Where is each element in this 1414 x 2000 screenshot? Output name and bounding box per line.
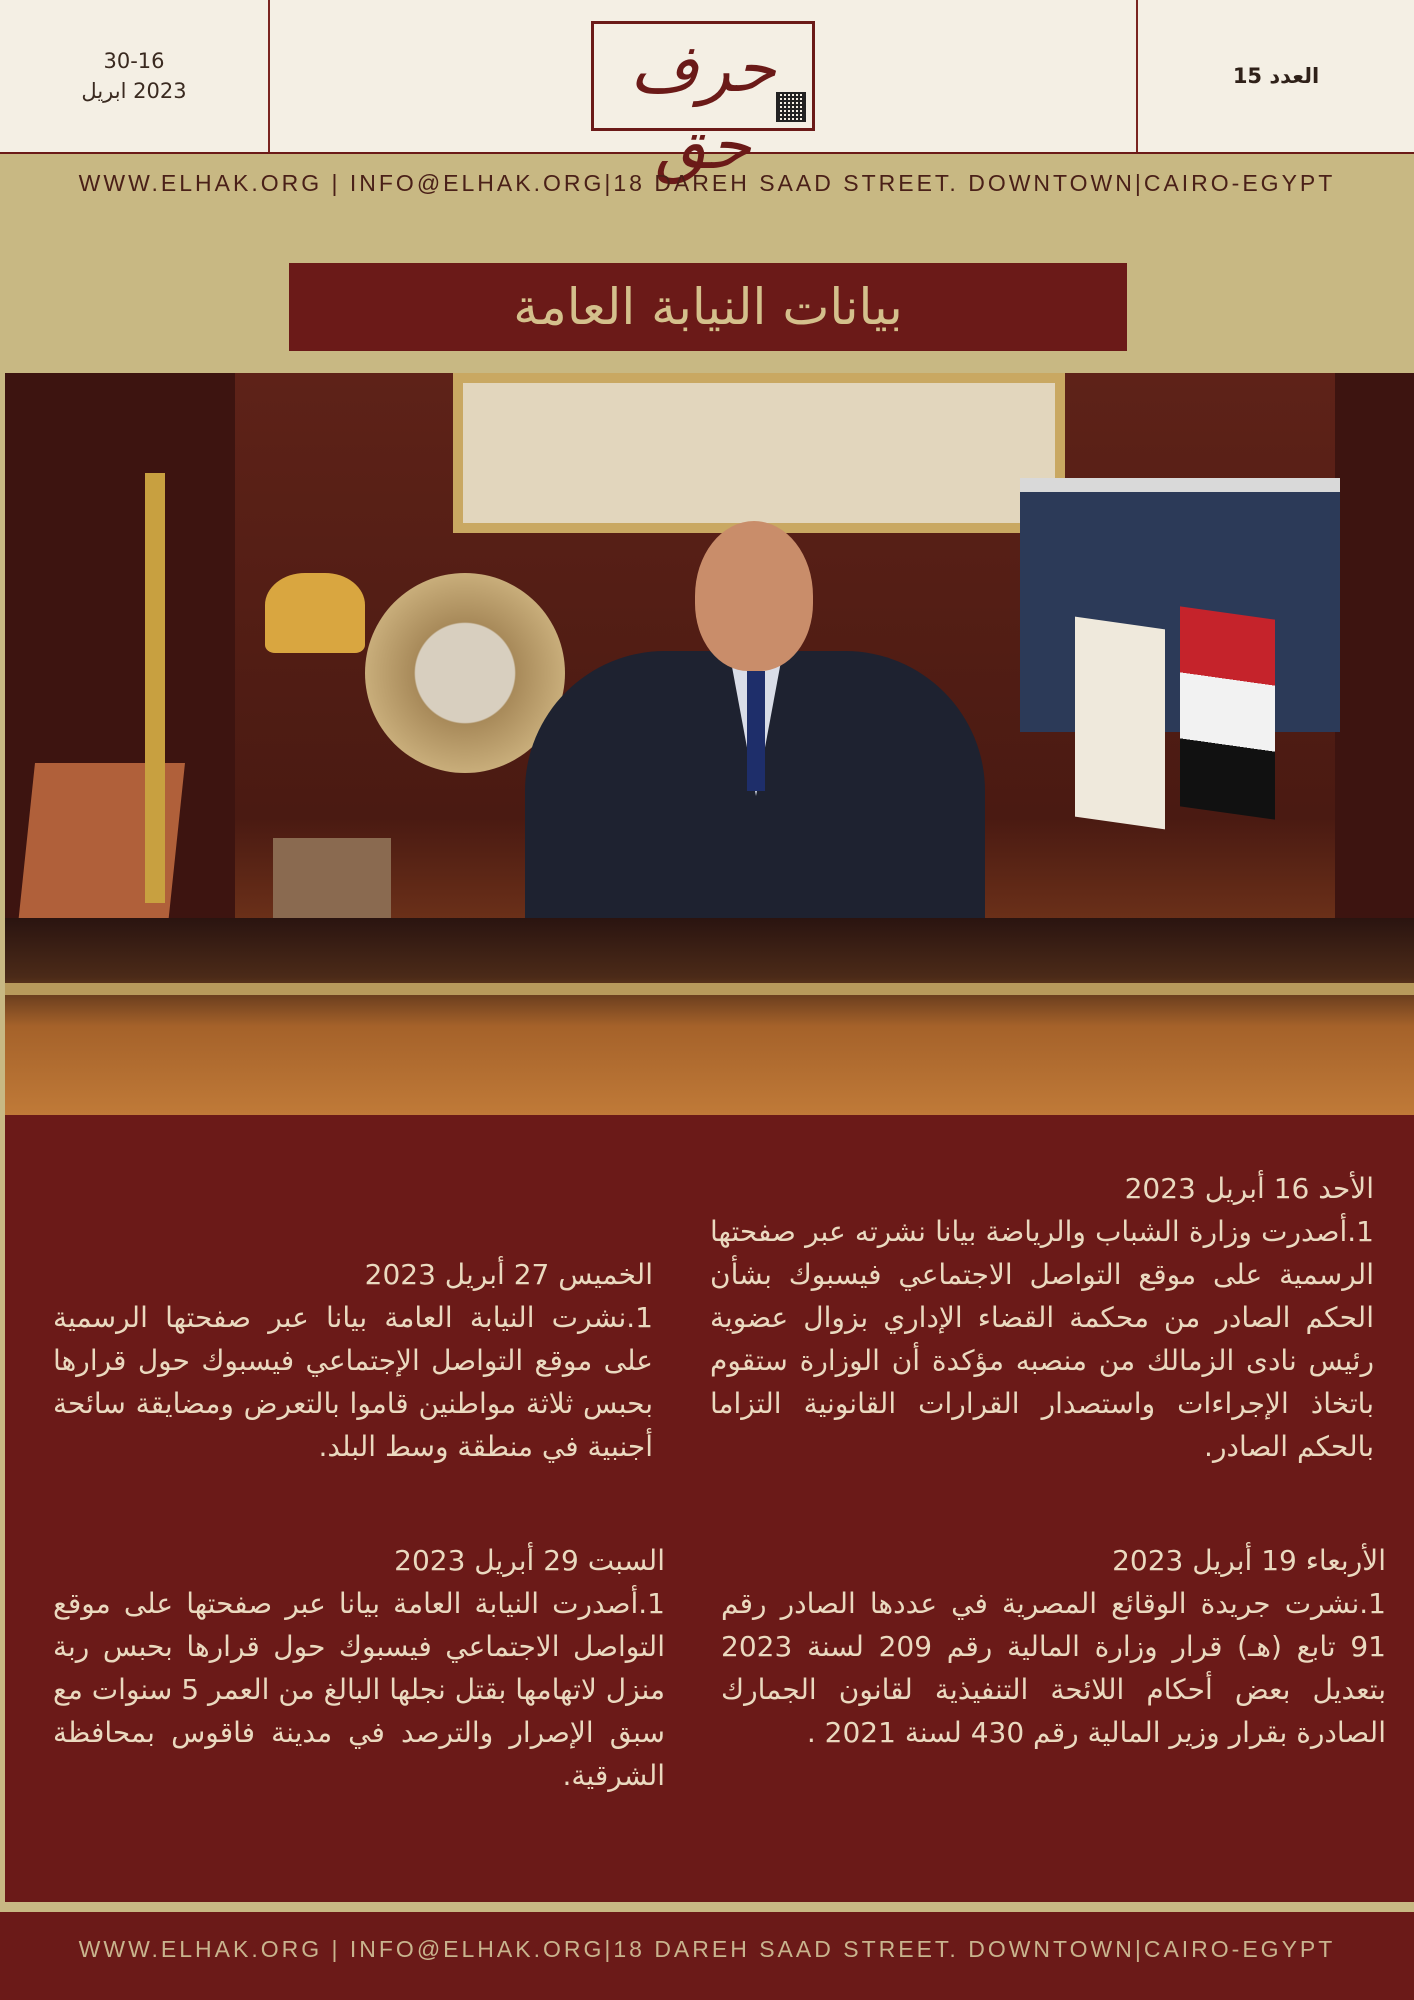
desk — [5, 918, 1414, 1115]
article — [53, 1253, 653, 1468]
article-date: الأربعاء 19 أبريل 2023 — [1112, 1544, 1386, 1577]
egypt-flag — [1180, 606, 1275, 819]
lamp-shade — [265, 573, 365, 653]
contact-line-top: WWW.ELHAK.ORG | INFO@ELHAK.ORG|18 DAREH SAAD STREET. DOWNTOWN|CAIRO-EGYPT — [78, 170, 1336, 196]
logo-text: حرف حق — [630, 30, 776, 184]
article-date: السبت 29 أبريل 2023 — [394, 1544, 665, 1577]
article-body: 1.أصدرت وزارة الشباب والرياضة بيانا نشرته عبر صفحتها الرسمية على موقع التواصل الاجتماعي فيسبوك بشأن الحكم الصادر من محكمة القضاء الإداري بزوال عضوية رئيس نادى الزمالك من منصبه مؤكدة أن الوزارة ستقوم باتخاذ الإجراءات واستصدار القرارات القانونية التزاما بالحكم الصادر. — [710, 1215, 1374, 1463]
logo-area — [270, 0, 1138, 184]
white-flag — [1075, 617, 1165, 830]
issue-number: العدد 15 — [1232, 64, 1320, 88]
person-head — [695, 521, 813, 671]
article-body: 1.نشرت النيابة العامة بيانا عبر صفحتها الرسمية على موقع التواصل الإجتماعي فيسبوك حول قرارها بحبس ثلاثة مواطنين قاموا بالتعرض ومضايقة سائحة أجنبية في منطقة وسط البلد. — [53, 1301, 653, 1463]
prosecutor-photo — [5, 373, 1414, 1115]
wall-panel-right — [1335, 373, 1414, 918]
issue-date — [0, 0, 270, 152]
tissue-box — [273, 838, 391, 918]
desk-lamp — [145, 473, 165, 903]
article-date: الأحد 16 أبريل 2023 — [1124, 1172, 1374, 1205]
article — [721, 1539, 1386, 1754]
page-title-box — [289, 263, 1127, 351]
contact-line-bottom: WWW.ELHAK.ORG | INFO@ELHAK.ORG|18 DAREH SAAD STREET. DOWNTOWN|CAIRO-EGYPT — [78, 1936, 1336, 1962]
articles-section — [5, 1115, 1414, 1902]
article — [710, 1167, 1374, 1468]
article-date: الخميس 27 أبريل 2023 — [364, 1258, 653, 1291]
desk-edge — [5, 983, 1414, 995]
person — [525, 521, 985, 921]
page-title: بيانات النيابة العامة — [513, 278, 903, 336]
article-body: 1.نشرت جريدة الوقائع المصرية في عددها الصادر رقم 91 تابع (هـ) قرار وزارة المالية رقم 209 لسنة 2023 بتعديل بعض أحكام اللائحة التنفيذية لقانون الجمارك الصادرة بقرار وزير المالية رقم 430 لسنة 2021 . — [721, 1587, 1386, 1749]
issue-date-month: 2023 ابريل — [81, 79, 187, 103]
qr-code-icon — [776, 92, 806, 122]
wall-frame — [453, 373, 1065, 533]
article — [53, 1539, 665, 1797]
issue-date-range: 30-16 — [103, 49, 165, 73]
elhak-logo — [591, 21, 815, 184]
person-tie — [747, 671, 765, 791]
article-body: 1.أصدرت النيابة العامة بيانا عبر صفحتها على موقع التواصل الاجتماعي فيسبوك حول قرارها بحبس ربة منزل لاتهامها بقتل نجلها البالغ من العمر 5 سنوات مع سبق الإصرار والترصد في مدينة فاقوس بمحافظة الشرقية. — [53, 1587, 666, 1792]
